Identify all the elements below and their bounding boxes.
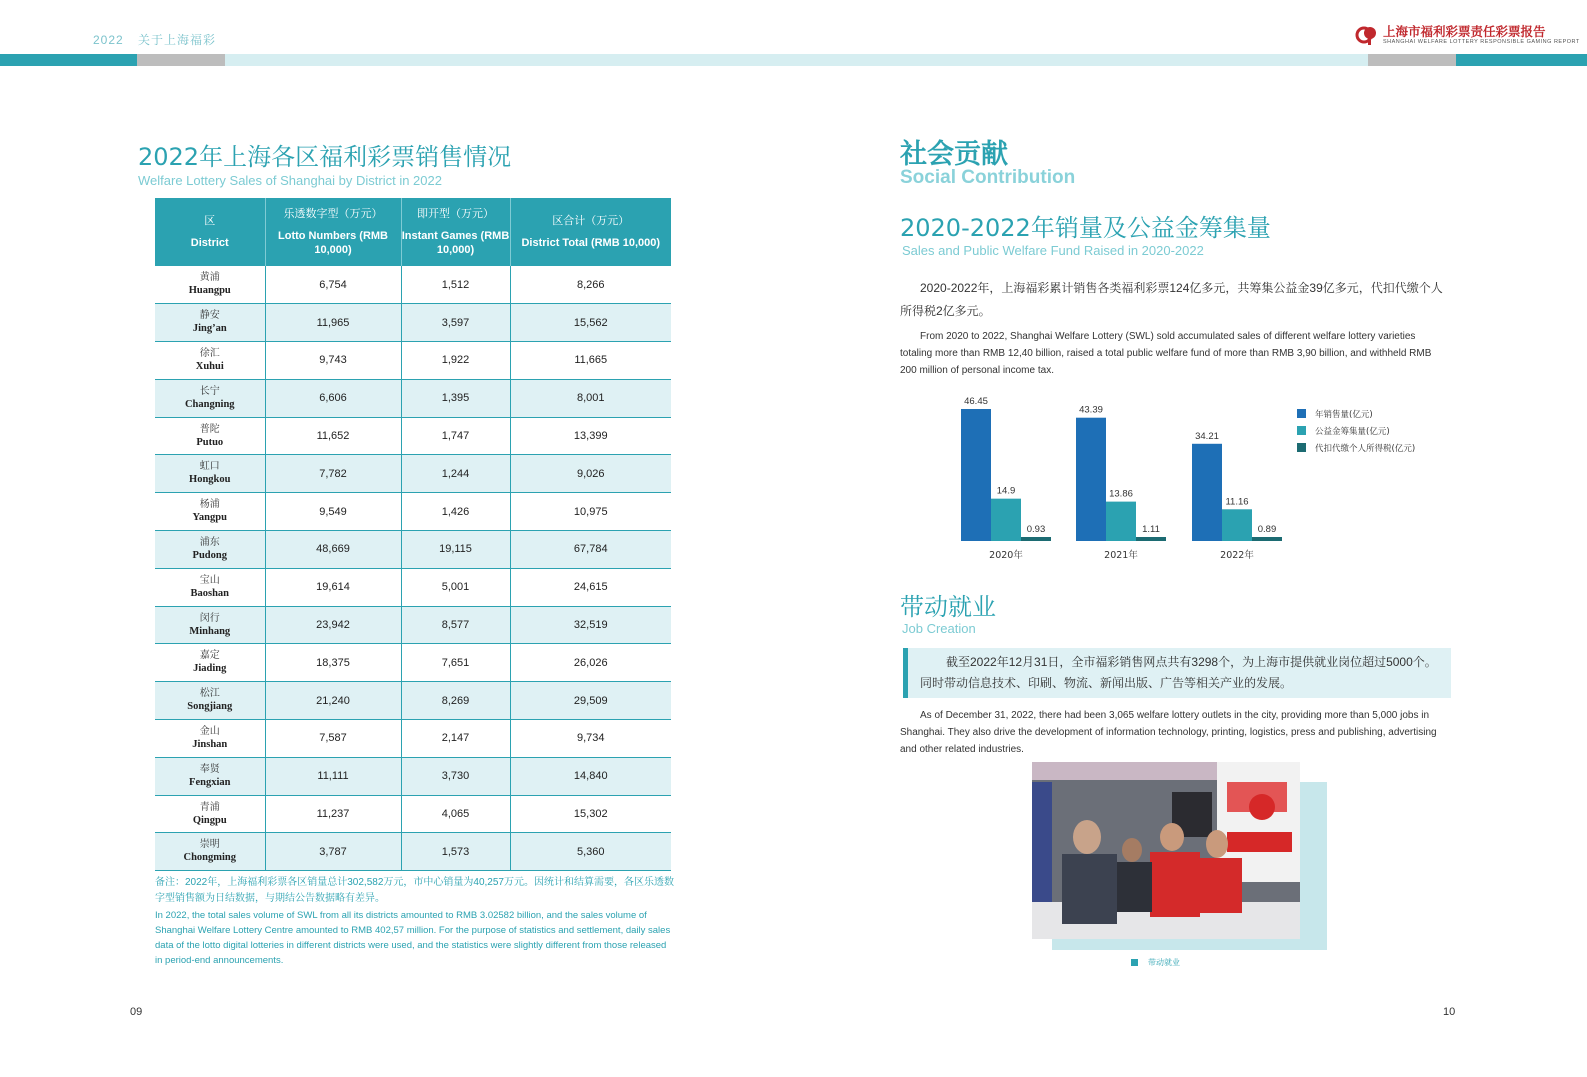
district-name-en: Jiading <box>193 663 227 675</box>
chart-bar <box>1021 537 1051 541</box>
instant-cell: 1,747 <box>401 417 510 455</box>
district-cell <box>155 682 265 720</box>
district-name-cn: 嘉定 <box>199 650 220 662</box>
instant-cell: 8,577 <box>401 606 510 644</box>
sales-fund-subtitle: Sales and Public Welfare Fund Raised in 2020-2022 <box>902 243 1204 258</box>
lotto-cell: 9,549 <box>265 493 401 531</box>
total-cell: 10,975 <box>510 493 671 531</box>
lotto-cell: 19,614 <box>265 568 401 606</box>
table-note-en: In 2022, the total sales volume of SWL from all its districts amounted to RMB 3.02582 billion, and the sales volume of Shanghai Welfare Lottery Centre amounted to RMB 402,57 million. For the purpose of statistics and settlement, daily sales data of the lotto digital lotteries in different districts were used, and the statistics were slightly different from those released in period-end announcements. <box>155 910 671 966</box>
instant-cell: 1,395 <box>401 379 510 417</box>
total-cell: 29,509 <box>510 682 671 720</box>
table-row <box>155 417 671 455</box>
district-name-en: Yangpu <box>192 512 227 524</box>
district-name-en: Jing’an <box>192 323 227 335</box>
sales-fund-title: 2020-2022年销量及公益金筹集量 <box>900 214 1271 242</box>
district-name-cn: 浦东 <box>199 536 220 548</box>
district-name-cn: 普陀 <box>199 423 220 435</box>
table-row <box>155 720 671 758</box>
social-contribution-subtitle: Social Contribution <box>900 167 1076 188</box>
district-name-en: Jinshan <box>192 738 228 750</box>
photo-caption: 带动就业 <box>1131 957 1180 968</box>
district-name-cn: 虹口 <box>199 461 220 473</box>
sales-fund-paragraph-en: From 2020 to 2022, Shanghai Welfare Lottery (SWL) sold accumulated sales of different welfare lottery varieties totaling more than RMB 12,40 billion, raised a total public welfare fund of more than RMB 3,90 billion, and withheld RMB 200 million of personal income tax. <box>900 331 1432 376</box>
header-band-light <box>225 54 1368 66</box>
district-name-cn: 黄浦 <box>199 272 220 284</box>
chart-data-label: 14.9 <box>996 485 1016 497</box>
lotto-cell: 18,375 <box>265 644 401 682</box>
header-band-teal-right <box>1456 54 1587 66</box>
total-cell: 24,615 <box>510 568 671 606</box>
instant-cell: 19,115 <box>401 531 510 569</box>
chart-bar <box>991 499 1021 541</box>
job-creation-highlight-cn: 截至2022年12月31日，全市福彩销售网点共有3298个，为上海市提供就业岗位超过5000个。同时带动信息技术、印刷、物流、新闻出版、广告等相关产业的发展。 <box>903 648 1451 698</box>
district-cell <box>155 795 265 833</box>
table-row <box>155 606 671 644</box>
district-cell <box>155 720 265 758</box>
total-cell: 8,001 <box>510 379 671 417</box>
chart-bar <box>1076 418 1106 541</box>
district-name-en: Pudong <box>192 549 227 561</box>
lotto-cell: 48,669 <box>265 531 401 569</box>
district-name-cn: 金山 <box>199 725 220 737</box>
table-note-cn: 备注：2022年，上海福利彩票各区销量总计302,582万元，市中心销量为40,257万元。因统计和结算需要，各区乐透数字型销售额为日结数据，与期结公告数据略有差异。 <box>155 877 674 904</box>
table-row <box>155 304 671 342</box>
district-cell <box>155 304 265 342</box>
district-name-en: Songjiang <box>187 701 233 713</box>
lotto-cell: 3,787 <box>265 833 401 871</box>
instant-cell: 1,573 <box>401 833 510 871</box>
chart-category-label: 2020年 <box>989 550 1023 561</box>
welfare-lottery-logo-icon <box>1355 23 1379 47</box>
header-instant: 即开型（万元） Instant Games (RMB 10,000) <box>401 198 510 266</box>
total-cell: 26,026 <box>510 644 671 682</box>
total-cell: 8,266 <box>510 266 671 304</box>
job-creation-subtitle: Job Creation <box>902 621 976 636</box>
table-row <box>155 379 671 417</box>
district-name-cn: 青浦 <box>199 801 220 813</box>
district-name-en: Putuo <box>196 436 224 448</box>
district-cell <box>155 568 265 606</box>
chart-data-label: 43.39 <box>1079 404 1103 416</box>
district-name-en: Qingpu <box>192 814 227 826</box>
district-name-cn: 崇明 <box>199 839 220 851</box>
chart-legend-swatch <box>1297 409 1306 418</box>
lotto-cell: 9,743 <box>265 342 401 380</box>
chart-bar <box>1252 537 1282 541</box>
instant-cell: 1,922 <box>401 342 510 380</box>
instant-cell: 3,597 <box>401 304 510 342</box>
total-cell: 9,026 <box>510 455 671 493</box>
total-cell: 15,302 <box>510 795 671 833</box>
header-section: 关于上海福彩 <box>138 33 217 47</box>
sales-fund-bar-chart <box>955 395 1435 565</box>
page-number-right: 10 <box>1443 1006 1456 1018</box>
header-year: 2022 <box>93 33 124 47</box>
table-row <box>155 644 671 682</box>
chart-legend-label: 年销售量(亿元) <box>1315 410 1373 420</box>
logo-title: 上海市福利彩票责任彩票报告 <box>1383 24 1546 39</box>
district-cell <box>155 531 265 569</box>
district-cell <box>155 342 265 380</box>
district-name-cn: 闵行 <box>199 612 220 624</box>
header-total: 区合计（万元） District Total (RMB 10,000) <box>510 198 671 266</box>
table-header-row <box>155 198 671 266</box>
district-cell <box>155 379 265 417</box>
chart-legend-label: 公益金筹集量(亿元) <box>1315 427 1390 437</box>
total-cell: 32,519 <box>510 606 671 644</box>
total-cell: 15,562 <box>510 304 671 342</box>
job-creation-paragraph-en: As of December 31, 2022, there had been 3,065 welfare lottery outlets in the city, providing more than 5,000 jobs in Shanghai. They also drive the development of information technology, printing, logistics, press and publishing, advertising and other related industries. <box>900 710 1437 755</box>
district-name-en: Huangpu <box>188 285 231 297</box>
caption-square-icon <box>1131 959 1138 966</box>
sales-fund-paragraph-cn: 2020-2022年，上海福彩累计销售各类福利彩票124亿多元，共筹集公益金39亿多元，代扣代缴个人所得税2亿多元。 <box>900 281 1443 318</box>
chart-legend-label: 代扣代缴个人所得税(亿元) <box>1315 444 1416 454</box>
instant-cell: 4,065 <box>401 795 510 833</box>
header-band-teal-left <box>0 54 137 66</box>
table-row <box>155 266 671 304</box>
district-name-cn: 杨浦 <box>199 499 220 511</box>
instant-cell: 8,269 <box>401 682 510 720</box>
header-breadcrumb <box>93 31 226 48</box>
table-row <box>155 682 671 720</box>
instant-cell: 3,730 <box>401 757 510 795</box>
lotto-cell: 11,237 <box>265 795 401 833</box>
district-name-en: Changning <box>184 398 235 410</box>
total-cell: 5,360 <box>510 833 671 871</box>
total-cell: 9,734 <box>510 720 671 758</box>
table-row <box>155 531 671 569</box>
chart-bar <box>1136 537 1166 541</box>
logo-subtitle: SHANGHAI WELFARE LOTTERY RESPONSIBLE GAMING REPORT <box>1383 38 1580 45</box>
district-cell <box>155 266 265 304</box>
chart-category-label: 2022年 <box>1220 550 1254 561</box>
lotto-cell: 7,587 <box>265 720 401 758</box>
chart-legend-swatch <box>1297 426 1306 435</box>
district-sales-subtitle: Welfare Lottery Sales of Shanghai by District in 2022 <box>138 173 442 188</box>
lotto-cell: 6,606 <box>265 379 401 417</box>
district-cell <box>155 833 265 871</box>
lotto-cell: 11,652 <box>265 417 401 455</box>
chart-bar <box>1222 509 1252 541</box>
district-cell <box>155 493 265 531</box>
chart-data-label: 11.16 <box>1225 496 1249 508</box>
header-district: 区 District <box>155 198 265 266</box>
chart-bar <box>1106 502 1136 541</box>
chart-category-label: 2021年 <box>1104 550 1138 561</box>
chart-data-label: 46.45 <box>964 396 988 407</box>
district-name-en: Baoshan <box>190 587 230 599</box>
district-cell <box>155 757 265 795</box>
table-row <box>155 833 671 871</box>
lotto-cell: 11,111 <box>265 757 401 795</box>
district-name-cn: 松江 <box>199 688 220 700</box>
total-cell: 13,399 <box>510 417 671 455</box>
lotto-cell: 11,965 <box>265 304 401 342</box>
district-cell <box>155 606 265 644</box>
lotto-cell: 23,942 <box>265 606 401 644</box>
district-sales-table <box>155 198 671 871</box>
table-row <box>155 455 671 493</box>
instant-cell: 2,147 <box>401 720 510 758</box>
district-cell <box>155 644 265 682</box>
district-name-cn: 奉贤 <box>199 763 220 775</box>
instant-cell: 1,512 <box>401 266 510 304</box>
district-name-cn: 宝山 <box>199 574 220 586</box>
district-name-en: Xuhui <box>195 360 224 372</box>
table-row <box>155 757 671 795</box>
header-band-gray-left <box>137 54 225 66</box>
job-creation-title: 带动就业 <box>900 593 996 621</box>
district-name-en: Minhang <box>189 625 231 637</box>
district-sales-title: 2022年上海各区福利彩票销售情况 <box>138 143 512 171</box>
page-number-left: 09 <box>130 1006 143 1018</box>
instant-cell: 1,244 <box>401 455 510 493</box>
district-name-en: Fengxian <box>189 776 231 788</box>
chart-data-label: 34.21 <box>1195 430 1219 442</box>
chart-data-label: 13.86 <box>1109 488 1133 500</box>
lottery-outlet-photo <box>1032 762 1300 939</box>
chart-legend-swatch <box>1297 443 1306 452</box>
total-cell: 67,784 <box>510 531 671 569</box>
table-row <box>155 342 671 380</box>
lotto-cell: 21,240 <box>265 682 401 720</box>
district-name-cn: 长宁 <box>199 385 220 397</box>
instant-cell: 7,651 <box>401 644 510 682</box>
report-logo <box>1355 23 1580 47</box>
total-cell: 11,665 <box>510 342 671 380</box>
lotto-cell: 6,754 <box>265 266 401 304</box>
table-row <box>155 568 671 606</box>
instant-cell: 5,001 <box>401 568 510 606</box>
district-name-cn: 徐汇 <box>199 347 220 359</box>
chart-data-label: 1.11 <box>1142 524 1160 535</box>
header-band-gray-right <box>1368 54 1456 66</box>
instant-cell: 1,426 <box>401 493 510 531</box>
table-row <box>155 493 671 531</box>
total-cell: 14,840 <box>510 757 671 795</box>
table-row <box>155 795 671 833</box>
district-cell <box>155 455 265 493</box>
district-cell <box>155 417 265 455</box>
district-name-en: Chongming <box>183 852 236 864</box>
lotto-cell: 7,782 <box>265 455 401 493</box>
header-lotto: 乐透数字型（万元） Lotto Numbers (RMB 10,000) <box>265 198 401 266</box>
district-name-en: Hongkou <box>189 474 231 486</box>
district-name-cn: 静安 <box>199 310 220 322</box>
chart-data-label: 0.89 <box>1257 524 1277 535</box>
chart-data-label: 0.93 <box>1026 524 1046 535</box>
chart-bar <box>1192 444 1222 541</box>
chart-bar <box>961 409 991 541</box>
social-contribution-title: 社会贡献 <box>900 139 1008 170</box>
table-body <box>155 266 671 871</box>
